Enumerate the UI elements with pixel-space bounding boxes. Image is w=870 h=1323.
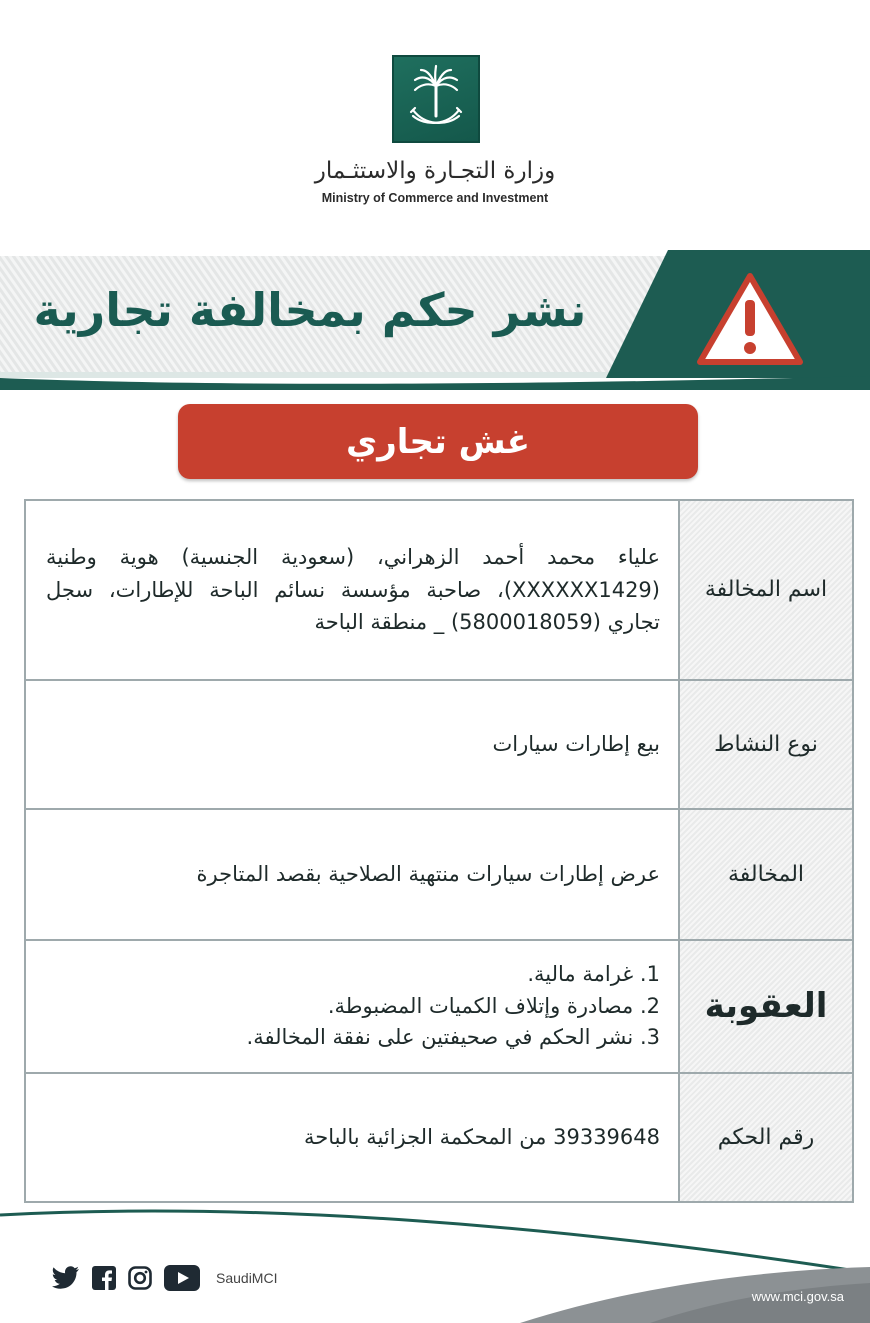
- website-link[interactable]: www.mci.gov.sa: [751, 1289, 844, 1304]
- violation-type-badge: غش تجاري: [178, 404, 698, 479]
- penalty-list: [247, 959, 660, 1054]
- palm-swords-emblem-icon: [403, 64, 469, 134]
- twitter-icon[interactable]: [52, 1266, 80, 1290]
- penalty-item: 2. مصادرة وإتلاف الكميات المضبوطة.: [327, 993, 660, 1018]
- facebook-icon[interactable]: [92, 1266, 116, 1290]
- social-links: [52, 1263, 277, 1293]
- violation-value: عرض إطارات سيارات منتهية الصلاحية بقصد المتاجرة: [196, 862, 660, 887]
- judgment-details-table: [24, 499, 854, 1203]
- table-row: [26, 681, 852, 810]
- table-row: [26, 941, 852, 1074]
- activity-type-label: نوع النشاط: [678, 681, 852, 808]
- warning-icon: [694, 270, 806, 368]
- table-row: [26, 1074, 852, 1201]
- penalty-value: [26, 941, 678, 1072]
- social-handle[interactable]: SaudiMCI: [216, 1270, 278, 1286]
- violator-name-value: علياء محمد أحمد الزهراني، (سعودية الجنسية) هوية وطنية (XXXXXX1429)، صاحبة مؤسسة نسائم الباحة للإطارات، سجل تجاري (5800018059) _ منطقة الباحة: [46, 545, 660, 635]
- page-title: نشر حكم بمخالفة تجارية: [33, 283, 587, 337]
- judgment-number-label: رقم الحكم: [678, 1074, 852, 1201]
- instagram-icon[interactable]: [128, 1266, 152, 1290]
- activity-type-value: بيع إطارات سيارات: [492, 732, 660, 757]
- penalty-item: 1. غرامة مالية.: [527, 962, 660, 987]
- ministry-name-arabic: وزارة التجـارة والاستثـمار: [314, 158, 556, 184]
- penalty-label: العقوبة: [678, 941, 852, 1072]
- ministry-logo: [392, 55, 480, 143]
- judgment-number-value: 39339648 من المحكمة الجزائية بالباحة: [303, 1125, 660, 1150]
- violation-label: المخالفة: [678, 810, 852, 939]
- table-row: [26, 810, 852, 941]
- penalty-item: 3. نشر الحكم في صحيفتين على نفقة المخالفة.: [246, 1025, 660, 1050]
- violator-name-label: اسم المخالفة: [678, 501, 852, 679]
- ministry-name-english: Ministry of Commerce and Investment: [321, 191, 549, 205]
- table-row: [26, 501, 852, 681]
- youtube-icon[interactable]: [164, 1265, 200, 1291]
